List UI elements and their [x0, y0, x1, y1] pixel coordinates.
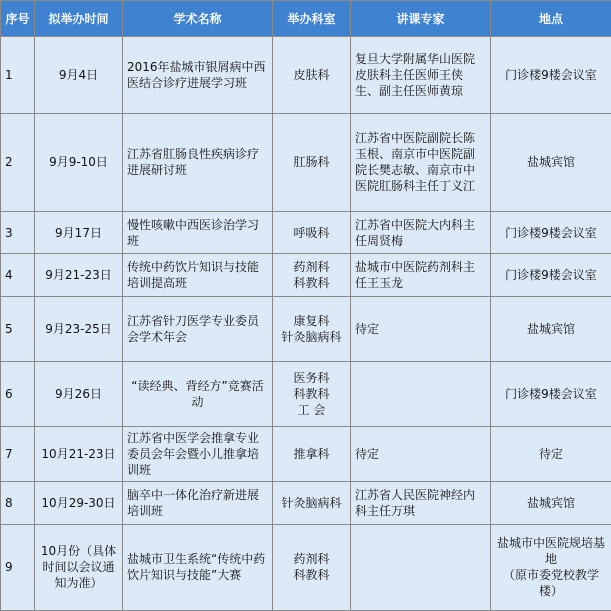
- cell-expert: 江苏省中医院大内科主任周贤梅: [351, 211, 491, 254]
- table-row: [1, 427, 611, 482]
- cell-date: 10月29-30日: [35, 481, 123, 524]
- cell-name: 江苏省针刀医学专业委员会学术年会: [123, 297, 273, 362]
- cell-date: 9月9-10日: [35, 114, 123, 212]
- cell-expert: 盐城市中医院药剂科主任王玉龙: [351, 254, 491, 297]
- header-date: 拟举办时间: [35, 1, 123, 37]
- cell-name: 传统中药饮片知识与技能培训提高班: [123, 254, 273, 297]
- cell-expert: [351, 524, 491, 610]
- cell-place: 门诊楼9楼会议室: [491, 211, 611, 254]
- table-row: [1, 37, 611, 114]
- cell-dept: 呼吸科: [273, 211, 351, 254]
- cell-expert: [351, 362, 491, 427]
- cell-date: 9月4日: [35, 37, 123, 114]
- cell-seq: 4: [1, 254, 35, 297]
- cell-date: 10月份（具体时间以会议通知为准）: [35, 524, 123, 610]
- table-row: [1, 362, 611, 427]
- cell-expert: 复旦大学附属华山医院皮肤科主任医师王侠生、副主任医师黄琼: [351, 37, 491, 114]
- cell-date: 9月26日: [35, 362, 123, 427]
- cell-expert: 江苏省中医院副院长陈玉根、南京市中医院副院长樊志敏、南京市中医院肛肠科主任丁义江: [351, 114, 491, 212]
- cell-seq: 9: [1, 524, 35, 610]
- cell-date: 9月17日: [35, 211, 123, 254]
- cell-place: 待定: [491, 427, 611, 482]
- cell-seq: 1: [1, 37, 35, 114]
- header-expert: 讲课专家: [351, 1, 491, 37]
- cell-date: 9月21-23日: [35, 254, 123, 297]
- table-row: [1, 297, 611, 362]
- cell-dept: 药剂科 科教科: [273, 254, 351, 297]
- cell-dept: 康复科 针灸脑病科: [273, 297, 351, 362]
- cell-seq: 7: [1, 427, 35, 482]
- cell-seq: 8: [1, 481, 35, 524]
- header-dept: 举办科室: [273, 1, 351, 37]
- cell-name: 慢性咳嗽中西医诊治学习班: [123, 211, 273, 254]
- header-seq: 序号: [1, 1, 35, 37]
- cell-expert: 江苏省人民医院神经内科主任万琪: [351, 481, 491, 524]
- cell-name: 盐城市卫生系统“传统中药饮片知识与技能”大赛: [123, 524, 273, 610]
- cell-place: 门诊楼9楼会议室: [491, 362, 611, 427]
- cell-place: 门诊楼9楼会议室: [491, 254, 611, 297]
- cell-place: 盐城宾馆: [491, 297, 611, 362]
- table-row: [1, 481, 611, 524]
- header-name: 学术名称: [123, 1, 273, 37]
- cell-name: 江苏省肛肠良性疾病诊疗进展研讨班: [123, 114, 273, 212]
- cell-dept: 推拿科: [273, 427, 351, 482]
- cell-name: 2016年盐城市银屑病中西医结合诊疗进展学习班: [123, 37, 273, 114]
- cell-name: 脑卒中一体化治疗新进展培训班: [123, 481, 273, 524]
- cell-seq: 5: [1, 297, 35, 362]
- cell-date: 9月23-25日: [35, 297, 123, 362]
- cell-expert: 待定: [351, 297, 491, 362]
- cell-dept: 针灸脑病科: [273, 481, 351, 524]
- cell-place: 盐城宾馆: [491, 481, 611, 524]
- header-place: 地点: [491, 1, 611, 37]
- table-row: [1, 254, 611, 297]
- table-row: [1, 524, 611, 610]
- cell-date: 10月21-23日: [35, 427, 123, 482]
- cell-name: “读经典、背经方”竞赛活动: [123, 362, 273, 427]
- cell-name: 江苏省中医学会推拿专业委员会年会暨小儿推拿培训班: [123, 427, 273, 482]
- cell-place: 盐城市中医院规培基地 （原市委党校教学楼）: [491, 524, 611, 610]
- table-row: [1, 114, 611, 212]
- cell-seq: 2: [1, 114, 35, 212]
- table-header-row: [1, 1, 611, 37]
- cell-dept: 医务科 科教科 工 会: [273, 362, 351, 427]
- table-row: [1, 211, 611, 254]
- cell-dept: 肛肠科: [273, 114, 351, 212]
- cell-place: 盐城宾馆: [491, 114, 611, 212]
- cell-dept: 药剂科 科教科: [273, 524, 351, 610]
- cell-dept: 皮肤科: [273, 37, 351, 114]
- cell-seq: 6: [1, 362, 35, 427]
- cell-place: 门诊楼9楼会议室: [491, 37, 611, 114]
- cell-expert: 待定: [351, 427, 491, 482]
- cell-seq: 3: [1, 211, 35, 254]
